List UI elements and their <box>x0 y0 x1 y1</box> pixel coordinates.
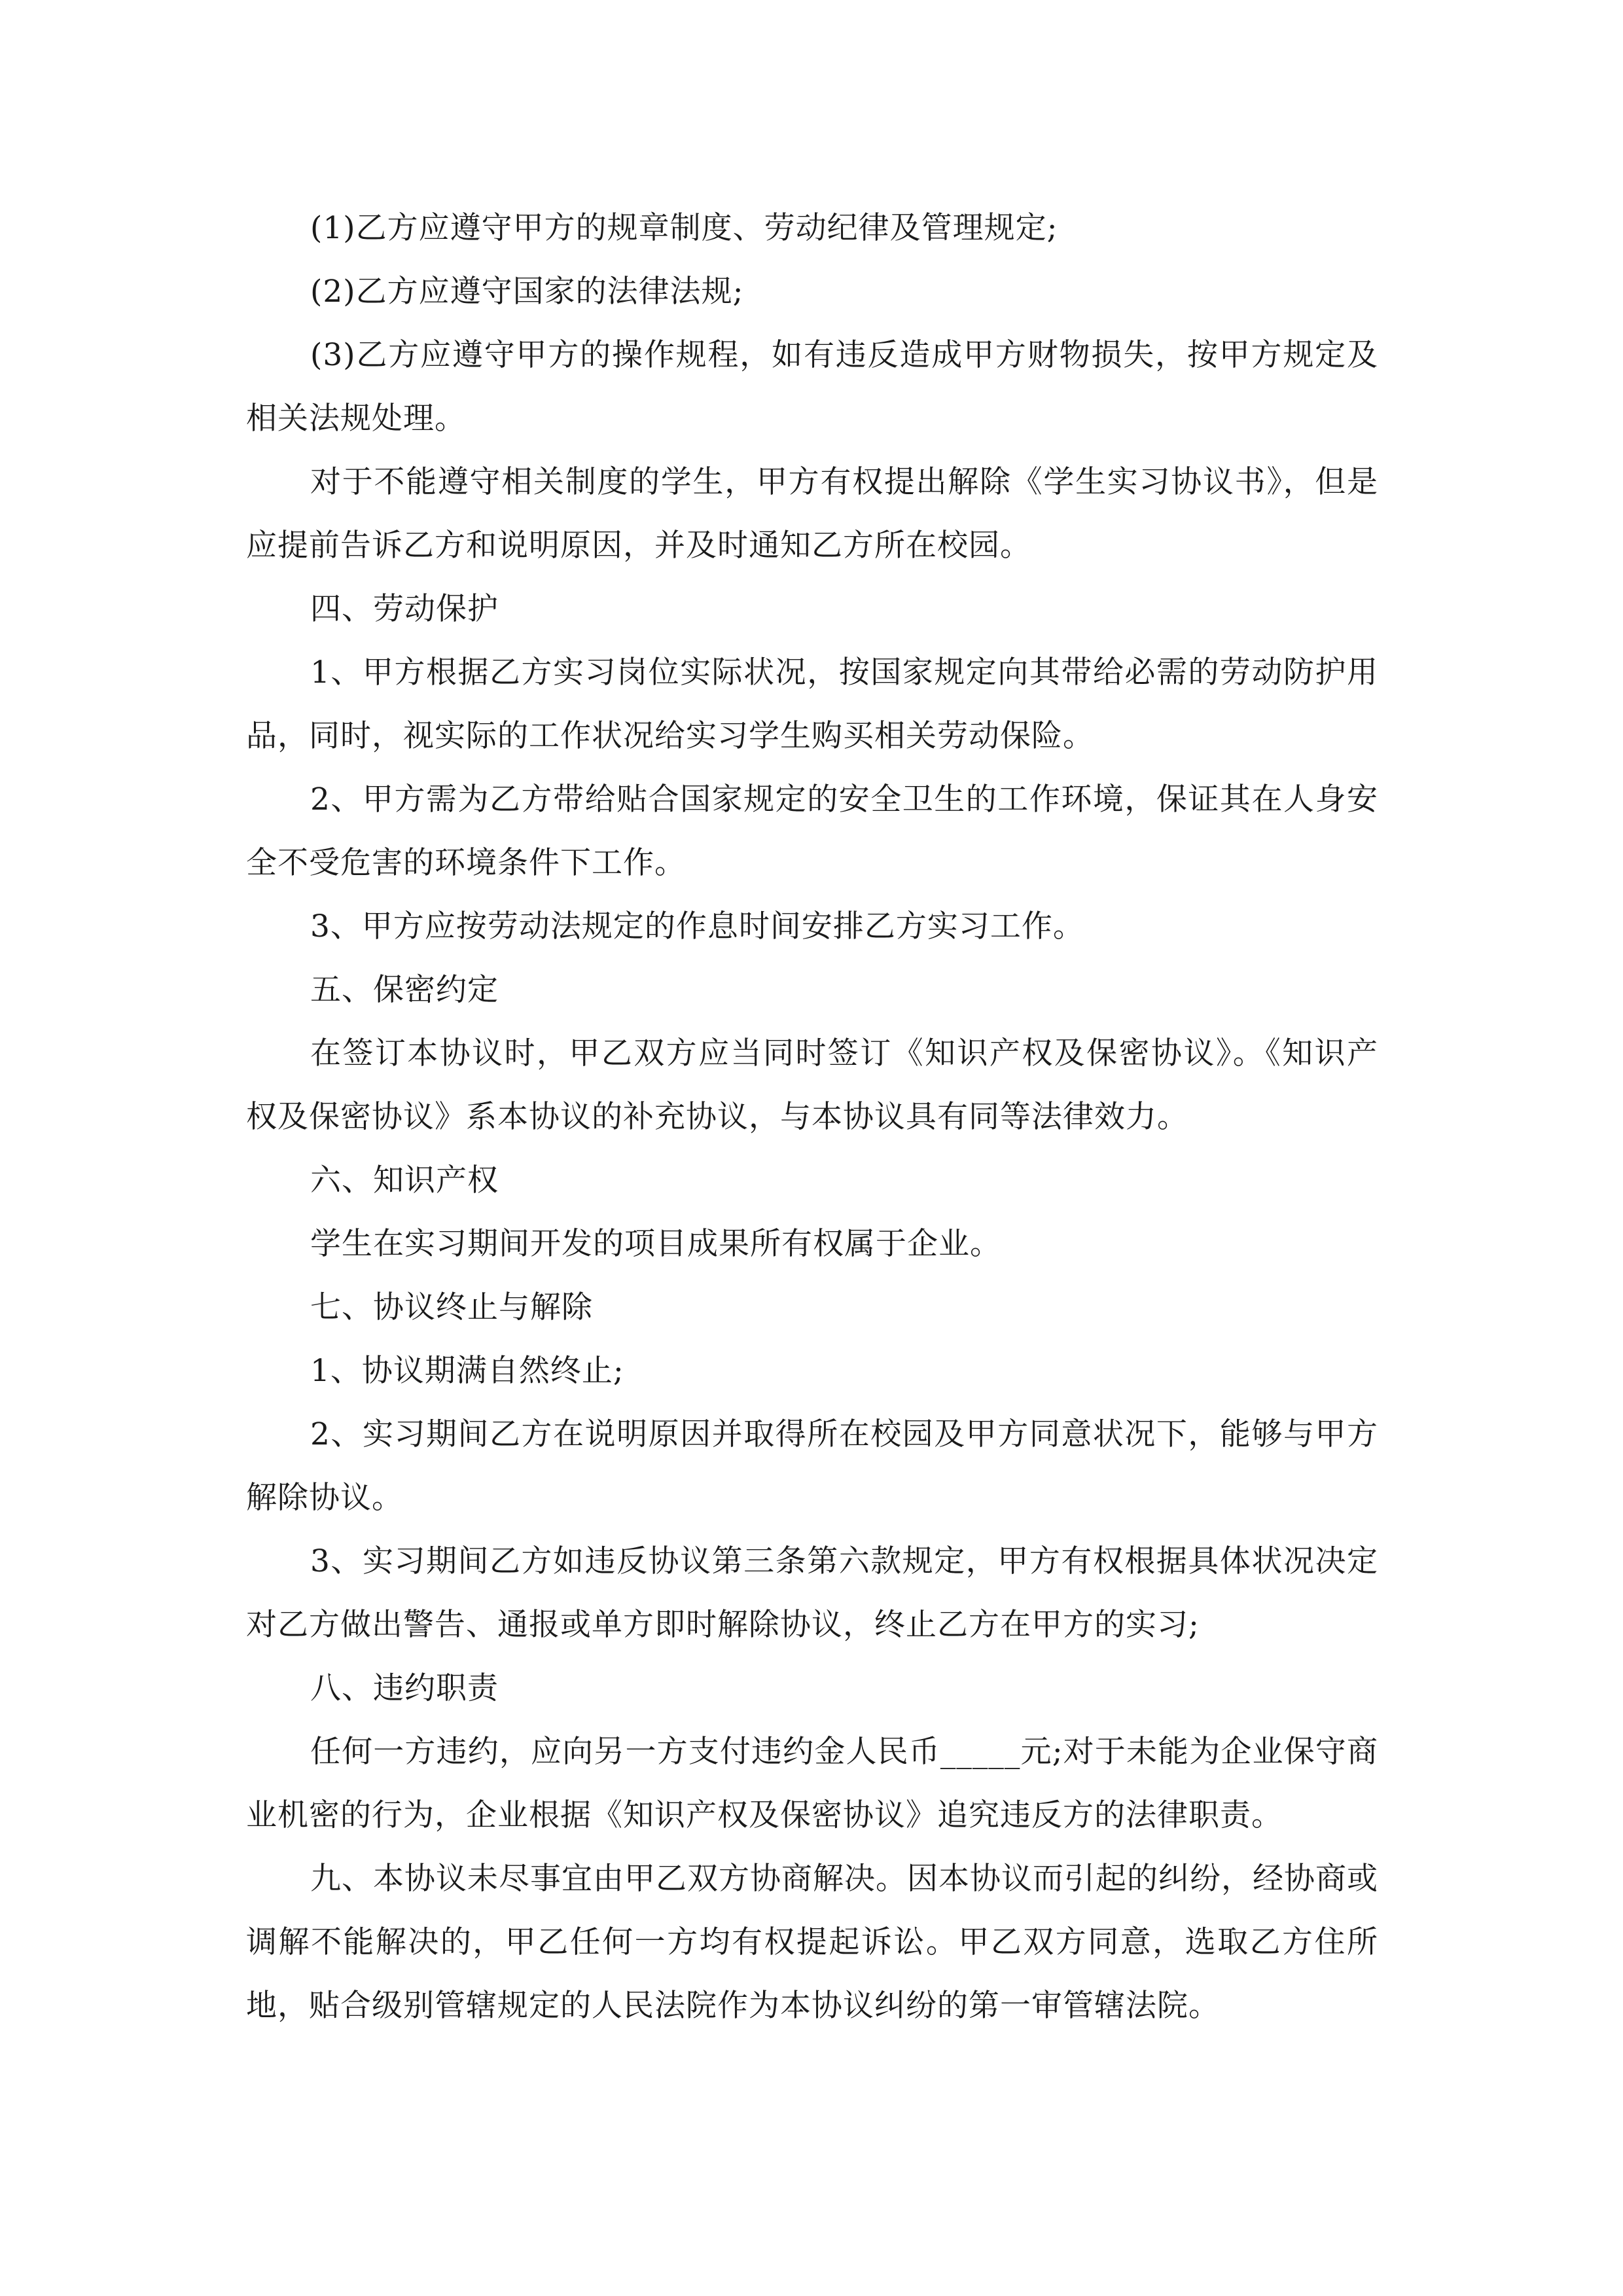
section-heading-liability: 八、违约职责 <box>310 1670 499 1706</box>
clause-item-1: (1)乙方应遵守甲方的规章制度、劳动纪律及管理规定; <box>310 210 1058 246</box>
termination-item-2: 2、实习期间乙方在说明原因并取得所在校园及甲方同意状况下，能够与甲方解除协议。 <box>246 1416 1378 1516</box>
clause-item-2: (2)乙方应遵守国家的法律法规; <box>310 274 744 310</box>
section-heading-labor-protection: 四、劳动保护 <box>310 591 499 627</box>
termination-item-1: 1、协议期满自然终止; <box>310 1353 624 1389</box>
section-heading-termination: 七、协议终止与解除 <box>310 1289 593 1325</box>
liability-paragraph: 任何一方违约，应向另一方支付违约金人民币_____元;对于未能为企业保守商业机密的行为，企业根据《知识产权及保密协议》追究违反方的法律职责。 <box>246 1734 1378 1833</box>
termination-item-3: 3、实习期间乙方如违反协议第三条第六款规定，甲方有权根据具体状况决定对乙方做出警告、通报或单方即时解除协议，终止乙方在甲方的实习; <box>246 1543 1378 1643</box>
paragraph-termination-right: 对于不能遵守相关制度的学生，甲方有权提出解除《学生实习协议书》，但是应提前告诉乙方和说明原因，并及时通知乙方所在校园。 <box>246 464 1378 564</box>
ip-paragraph: 学生在实习期间开发的项目成果所有权属于企业。 <box>310 1226 1001 1262</box>
dispute-resolution-paragraph: 九、本协议未尽事宜由甲乙双方协商解决。因本协议而引起的纠纷，经协商或调解不能解决的，甲乙任何一方均有权提起诉讼。甲乙双方同意，选取乙方住所地，贴合级别管辖规定的人民法院作为本协议纠纷的第一审管辖法院。 <box>246 1861 1378 2024</box>
confidentiality-paragraph: 在签订本协议时，甲乙双方应当同时签订《知识产权及保密协议》。《知识产权及保密协议》系本协议的补充协议，与本协议具有同等法律效力。 <box>246 1035 1378 1135</box>
section-heading-confidentiality: 五、保密约定 <box>310 972 499 1008</box>
labor-protection-item-2: 2、甲方需为乙方带给贴合国家规定的安全卫生的工作环境，保证其在人身安全不受危害的环境条件下工作。 <box>246 781 1378 881</box>
clause-item-3: (3)乙方应遵守甲方的操作规程，如有违反造成甲方财物损失，按甲方规定及相关法规处理。 <box>246 337 1378 437</box>
document-body <box>246 196 1378 2037</box>
labor-protection-item-3: 3、甲方应按劳动法规定的作息时间安排乙方实习工作。 <box>310 908 1084 944</box>
labor-protection-item-1: 1、甲方根据乙方实习岗位实际状况，按国家规定向其带给必需的劳动防护用品，同时，视实际的工作状况给实习学生购买相关劳动保险。 <box>246 655 1378 754</box>
section-heading-ip: 六、知识产权 <box>310 1162 499 1198</box>
